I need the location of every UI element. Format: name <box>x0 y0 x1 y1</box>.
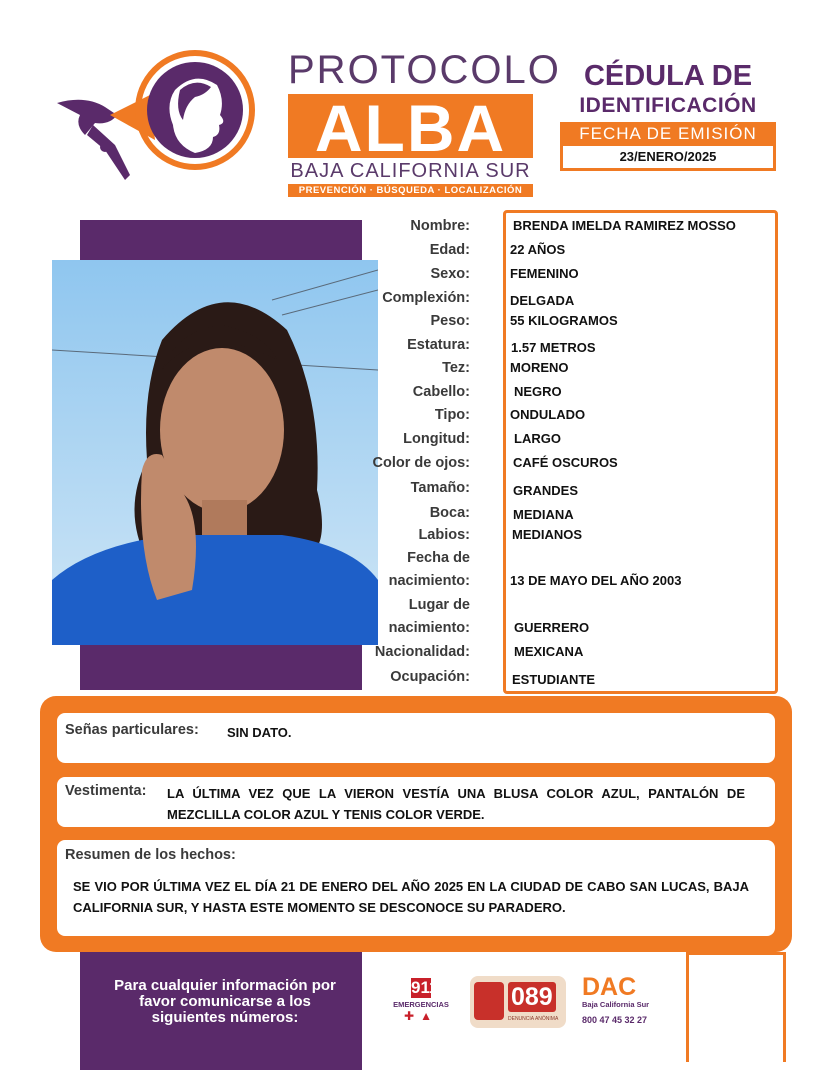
field-value: ESTUDIANTE <box>512 672 596 687</box>
field-label: Tez: <box>442 360 470 376</box>
summary-box <box>57 840 775 936</box>
shield-icon <box>474 982 504 1020</box>
field-value: BRENDA IMELDA RAMIREZ MOSSO <box>513 218 736 233</box>
field-label: Fecha de <box>407 550 470 566</box>
field-value: 1.57 METROS <box>511 340 596 355</box>
field-label: Labios: <box>418 527 470 543</box>
contact-text: Para cualquier información por favor comunicarse a los siguientes números: <box>114 977 336 1026</box>
summary-value: SE VIO POR ÚLTIMA VEZ EL DÍA 21 DE ENERO DEL AÑO 2025 EN LA CIUDAD DE CABO SAN LUCAS, BAJA CALIFORNIA SUR, Y HASTA ESTE MOMENTO SE DESCONOCE SU PARADERO. <box>73 879 749 915</box>
dac-phone: 800 47 45 32 27 <box>582 1015 648 1025</box>
emergency-icons: ✚▲ <box>404 1009 438 1023</box>
document-title-block <box>560 60 776 171</box>
field-value: MEDIANA <box>513 507 574 522</box>
field-value: GRANDES <box>513 483 579 498</box>
field-label: Boca: <box>429 505 470 521</box>
field-label: Estatura: <box>407 337 470 353</box>
marks-box <box>57 713 775 763</box>
field-value: MEXICANA <box>514 644 584 659</box>
field-label: Sexo: <box>430 266 470 282</box>
marks-value: SIN DATO. <box>227 725 292 740</box>
field-label: nacimiento: <box>388 573 470 589</box>
protocolo-alba-brand <box>288 48 561 197</box>
summary-label: Resumen de los hechos: <box>65 847 236 863</box>
field-label: Peso: <box>430 313 470 329</box>
field-label: Tamaño: <box>410 480 470 496</box>
field-label: Tipo: <box>434 407 470 423</box>
brand-title: PROTOCOLO <box>288 48 561 92</box>
field-value: 22 AÑOS <box>510 242 566 257</box>
bottom-empty-box <box>686 952 786 1062</box>
field-label: Cabello: <box>412 384 470 400</box>
logo-dac <box>582 974 672 1030</box>
brand-tagline: PREVENCIÓN · BÚSQUEDA · LOCALIZACIÓN <box>288 184 533 197</box>
field-label: Nombre: <box>410 218 470 234</box>
clothing-label: Vestimenta: <box>65 783 147 799</box>
field-value: MEDIANOS <box>512 527 583 542</box>
field-value: 13 DE MAYO DEL AÑO 2003 <box>510 573 682 588</box>
field-label: Longitud: <box>403 431 470 447</box>
issue-date-label: FECHA DE EMISIÓN <box>560 122 776 146</box>
field-label: Edad: <box>429 242 470 258</box>
logo-dac-sub: Baja California Sur <box>582 1000 650 1009</box>
logo-089-text: 089 <box>508 982 556 1012</box>
logo-911 <box>388 978 454 1030</box>
issue-date: 23/ENERO/2025 <box>560 146 776 171</box>
doc-title-line-1: CÉDULA DE <box>583 60 753 92</box>
logo-089-sub: DENUNCIA ANÓNIMA <box>508 1016 559 1022</box>
field-value: MORENO <box>510 360 569 375</box>
field-label: Ocupación: <box>390 669 470 685</box>
field-label: Lugar de <box>408 597 470 613</box>
field-value: DELGADA <box>510 293 575 308</box>
marks-label: Señas particulares: <box>65 722 199 738</box>
logo-089 <box>470 976 566 1028</box>
field-value: CAFÉ OSCUROS <box>513 455 618 470</box>
field-value: LARGO <box>514 431 561 446</box>
field-label: Complexión: <box>382 290 470 306</box>
field-value: GUERRERO <box>514 620 590 635</box>
field-label: Color de ojos: <box>372 455 470 471</box>
field-value: FEMENINO <box>510 266 579 281</box>
doc-title-line-2: IDENTIFICACIÓN <box>579 94 757 117</box>
logo-911-sub: EMERGENCIAS <box>393 1000 449 1009</box>
protocolo-alba-logo-icon <box>55 45 255 185</box>
field-value: NEGRO <box>514 384 562 399</box>
field-label: Nacionalidad: <box>374 644 470 660</box>
brand-region: BAJA CALIFORNIA SUR <box>290 160 531 182</box>
field-label: nacimiento: <box>388 620 470 636</box>
clothing-box <box>57 777 775 827</box>
logo-911-text: 911 <box>411 978 439 997</box>
brand-name: ALBA <box>288 94 533 158</box>
field-value: ONDULADO <box>510 407 586 422</box>
clothing-value: LA ÚLTIMA VEZ QUE LA VIERON VESTÍA UNA BLUSA COLOR AZUL, PANTALÓN DE MEZCLILLA COLOR AZUL Y TENIS COLOR VERDE. <box>167 786 745 822</box>
logo-dac-text: DAC <box>582 973 637 1001</box>
field-value: 55 KILOGRAMOS <box>510 313 618 328</box>
